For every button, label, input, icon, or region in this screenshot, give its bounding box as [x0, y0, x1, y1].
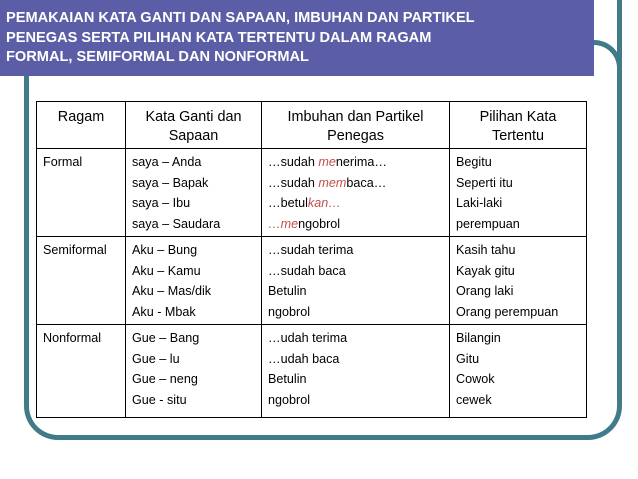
title-bar	[0, 0, 594, 76]
column-header-text: Kata Ganti dan	[145, 109, 242, 125]
column-header-text: Imbuhan dan Partikel	[287, 109, 424, 125]
imbuhan-item	[268, 240, 443, 261]
table-row	[37, 237, 587, 325]
imbuhan-cell	[262, 237, 450, 325]
imbuhan-item	[268, 328, 443, 349]
kata-ganti-cell	[126, 325, 262, 418]
kata-ganti-item: saya – Bapak	[132, 175, 209, 190]
kata-ganti-item: saya – Ibu	[132, 196, 191, 210]
imbuhan-item	[268, 214, 443, 235]
kata-ganti-item: Gue - situ	[132, 392, 187, 407]
kata-ganti-item: Aku - Mbak	[132, 304, 196, 319]
pilihan-kata-item: Gitu	[456, 351, 480, 366]
imbuhan-item	[268, 152, 443, 173]
imbuhan-item	[268, 281, 443, 302]
imbuhan-item	[268, 261, 443, 282]
pilihan-kata-item: Kayak gitu	[456, 263, 515, 278]
kata-ganti-cell	[126, 237, 262, 325]
column-header	[37, 102, 126, 149]
imbuhan-text: Betulin	[268, 372, 307, 386]
imbuhan-text: ngobrol	[268, 392, 311, 407]
imbuhan-text: …udah baca	[268, 351, 340, 366]
title-line: FORMAL, SEMIFORMAL DAN NONFORMAL	[6, 49, 309, 65]
ragam-cell	[37, 149, 126, 237]
pilihan-kata-item: Cowok	[456, 372, 495, 386]
ragam-cell	[37, 237, 126, 325]
pilihan-kata-item: Begitu	[456, 155, 492, 169]
column-header	[450, 102, 587, 149]
pilihan-kata-cell	[450, 149, 587, 237]
imbuhan-cell	[262, 325, 450, 418]
kata-ganti-item: Aku – Kamu	[132, 263, 201, 278]
imbuhan-text: …sudah baca	[268, 263, 346, 278]
kata-ganti-item: Aku – Bung	[132, 243, 198, 257]
imbuhan-text: ngobrol	[298, 216, 341, 231]
imbuhan-item	[268, 369, 443, 390]
imbuhan-text: baca…	[346, 175, 387, 190]
pilihan-kata-item: cewek	[456, 392, 492, 407]
ragam-cell	[37, 325, 126, 418]
kata-ganti-item: Gue – lu	[132, 351, 180, 366]
ragam-label: Formal	[43, 155, 83, 169]
imbuhan-text: Betulin	[268, 284, 307, 298]
imbuhan-item	[268, 349, 443, 370]
title-line: PEMAKAIAN KATA GANTI DAN SAPAAN, IMBUHAN DAN PARTIKEL	[6, 10, 475, 26]
pilihan-kata-item: Bilangin	[456, 331, 501, 345]
imbuhan-text: …betul	[268, 196, 308, 210]
column-header-text: Ragam	[57, 109, 105, 125]
kata-ganti-item: Aku – Mas/dik	[132, 284, 212, 298]
ragam-label: Semiformal	[43, 243, 107, 257]
table-header-row	[37, 102, 587, 149]
table-row	[37, 325, 587, 418]
kata-ganti-cell	[126, 149, 262, 237]
kata-ganti-item: Gue – Bang	[132, 331, 200, 345]
imbuhan-cell	[262, 149, 450, 237]
pilihan-kata-item: Orang perempuan	[456, 304, 559, 319]
title-line: PENEGAS SERTA PILIHAN KATA TERTENTU DALAM RAGAM	[6, 29, 432, 46]
column-header-text: Sapaan	[168, 128, 219, 144]
table-row	[37, 149, 587, 237]
imbuhan-item	[268, 173, 443, 194]
column-header-text: Pilihan Kata	[479, 109, 557, 125]
imbuhan-text: nerima…	[335, 155, 387, 169]
pilihan-kata-item: Orang laki	[456, 284, 514, 298]
imbuhan-text: …sudah terima	[268, 243, 354, 257]
column-header-text: Tertentu	[492, 128, 544, 144]
pilihan-kata-cell	[450, 325, 587, 418]
pilihan-kata-item: Laki-laki	[456, 196, 503, 210]
pilihan-kata-item: perempuan	[456, 216, 520, 231]
kata-ganti-item: Gue – neng	[132, 372, 198, 386]
ragam-label: Nonformal	[43, 331, 102, 345]
pilihan-kata-item: Seperti itu	[456, 175, 513, 190]
imbuhan-text: …sudah	[268, 175, 319, 190]
imbuhan-item	[268, 302, 443, 323]
pilihan-kata-cell	[450, 237, 587, 325]
kata-ganti-item: saya – Anda	[132, 155, 202, 169]
imbuhan-highlight: me	[318, 155, 336, 169]
pilihan-kata-item: Kasih tahu	[456, 243, 516, 257]
imbuhan-highlight: mem	[318, 175, 347, 190]
imbuhan-text: …sudah	[268, 155, 319, 169]
column-header-text: Penegas	[327, 128, 384, 144]
ragam-table	[36, 101, 587, 418]
imbuhan-item	[268, 390, 443, 411]
imbuhan-highlight: …me	[268, 216, 299, 231]
column-header	[126, 102, 262, 149]
column-header	[262, 102, 450, 149]
imbuhan-highlight: kan…	[307, 196, 341, 210]
imbuhan-text: ngobrol	[268, 304, 311, 319]
kata-ganti-item: saya – Saudara	[132, 216, 221, 231]
imbuhan-item	[268, 193, 443, 214]
imbuhan-text: …udah terima	[268, 331, 348, 345]
